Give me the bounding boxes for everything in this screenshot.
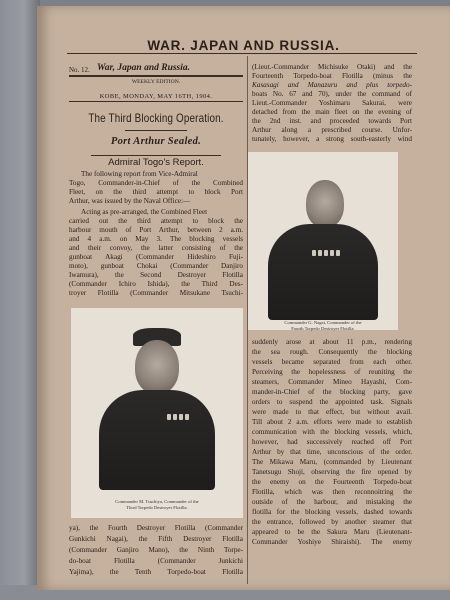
para-line: Fleet, on the third attempt to block Port: [69, 188, 243, 196]
para-line: the entrance, followed by another steamer that: [252, 518, 412, 526]
para-line: Till about 2 a.m. efforts were made to establish: [252, 418, 412, 426]
para-line: Arthur along a prescribed course. Unfor-: [252, 126, 412, 134]
running-header: WAR. JAPAN AND RUSSIA.: [147, 38, 340, 53]
para-line: boats No. 67 and 70), under the command of: [252, 90, 412, 98]
para-line: Perceiving the hopelessness of reuniting the: [252, 368, 412, 376]
para-line: Lieut.-Commander Yoshimaru Sakurai, were: [252, 99, 412, 107]
right-column: [252, 54, 412, 584]
para-line: Commander Yoshiye Shiraishi). The enemy: [252, 538, 412, 546]
subheadline: Port Arthur Sealed.: [110, 136, 202, 147]
para-line: Flotilla, which was then reconnoitring the: [252, 488, 412, 496]
book-background: [0, 0, 40, 600]
para-line: The following report from Vice-Admiral: [81, 170, 198, 178]
masthead-rule: [69, 75, 243, 77]
photo-caption: Commander G. Nagai, Commander of the: [284, 320, 362, 325]
left-column: [69, 54, 243, 584]
dateline-rule: [69, 101, 243, 102]
section-heading: Admiral Togo's Report.: [108, 157, 204, 168]
para-line: Arthur, was issued by the Naval Office:—: [69, 197, 191, 205]
edition-label: WEEKLY EDITION.: [131, 79, 181, 85]
headline-rule: [125, 130, 187, 131]
para-line: tunately, however, a strong south-easterly wind: [252, 135, 412, 143]
portrait-photo-nagai: [248, 152, 398, 330]
subhead-rule: [91, 155, 221, 156]
para-line: the sea rough. Consequently the blocking: [252, 348, 412, 356]
headline: The Third Blocking Operation.: [88, 111, 224, 125]
photo-caption: Commander M. Tsuchiya, Commander of the: [115, 499, 199, 504]
para-line: Yajima), the Tenth Torpedo-boat Flotilla: [69, 568, 243, 576]
para-line: ya), the Fourth Destroyer Flotilla (Commander: [69, 524, 243, 532]
para-line: the 2nd inst. and proceeded towards Port: [252, 117, 412, 125]
para-line: communication with the blocking vessels, which,: [252, 428, 412, 436]
para-line: were made to that effect, but without avail.: [252, 408, 412, 416]
portrait-figure: [97, 328, 217, 488]
para-line: (Lieut.-Commander Michisuke Otaki) and the: [252, 63, 412, 71]
para-line: Tanetsugu Shoji, observing the fire opened by: [252, 468, 412, 476]
para-line: however, had successively reached off Port: [252, 438, 412, 446]
para-line: Gunkichi Nagai), the Fifth Destroyer Flotilla: [69, 535, 243, 543]
issue-number: No. 12.: [69, 66, 90, 74]
para-line: (Commander Ganjiro Mano), the Ninth Torpe-: [69, 546, 243, 554]
para-line: outside of the harbour, and mistaking the: [252, 498, 412, 506]
para-line: troyer Flotilla (Commander Mitsukane Tsuchi-: [69, 289, 243, 297]
para-line: Kasasagi and Manazuru and plus torpedo-: [252, 81, 412, 89]
para-line: flotilla for the blocking vessels, dashed towards: [252, 508, 412, 516]
para-line: Fourteenth Torpedo-boat Flotilla (minus the: [252, 72, 412, 80]
para-line: Togo, Commander-in-Chief of the Combined: [69, 179, 243, 187]
photo-caption: Fourth Torpedo Destroyer Flotilla.: [291, 326, 355, 331]
para-line: and 4 a.m. on May 3. The blocking vessels: [69, 235, 243, 243]
para-line: steamers, Commander Mineo Hayashi, Com-: [252, 378, 412, 386]
para-line: carried out the third attempt to block the: [69, 217, 243, 225]
para-line: and their convoy, the latter consisting of the: [69, 244, 243, 252]
para-line: Arthur by that time, unconscious of the order.: [252, 448, 412, 456]
portrait-figure: [268, 180, 378, 320]
para-line: (Commander Ichiro Ishida), the Third Des-: [69, 280, 243, 288]
para-line: orders to suspend the appointed task. Signals: [252, 398, 412, 406]
para-line: appeared to be the Sakura Maru (Lieutenant-: [252, 528, 412, 536]
para-line: moto), gunboat Chokai (Commander Danjiro: [69, 262, 243, 270]
para-line: gunboat Akagi (Commander Hideshiro Fuji-: [69, 253, 243, 261]
para-line: suddenly arose at about 11 p.m., rendering: [252, 338, 412, 346]
para-line: The Mikawa Maru, (commanded by Lieutenant: [252, 458, 412, 466]
portrait-photo-tsuchiya: [71, 308, 243, 518]
para-line: Iwamura), the Second Destroyer Flotilla: [69, 271, 243, 279]
newspaper-page: [37, 6, 450, 590]
dateline: KOBE, MONDAY, MAY 16TH, 1904.: [99, 93, 213, 100]
masthead-title: War, Japan and Russia.: [97, 63, 191, 73]
para-line: harbour mouth of Port Arthur, between 2 a.m.: [69, 226, 243, 234]
para-line: the enemy on the Fourteenth Torpedo-boat: [252, 478, 412, 486]
para-line: do-boat Flotilla (Commander Junkichi: [69, 557, 243, 565]
para-line: Acting as pre-arranged, the Combined Fleet: [81, 208, 208, 216]
para-line: vessels became separated from each other.: [252, 358, 412, 366]
para-line: mander-in-Chief of the blocking party, gave: [252, 388, 412, 396]
photo-caption: Third Torpedo Destroyer Flotilla.: [126, 505, 188, 510]
para-line: detached from the main fleet on the evening of: [252, 108, 412, 116]
